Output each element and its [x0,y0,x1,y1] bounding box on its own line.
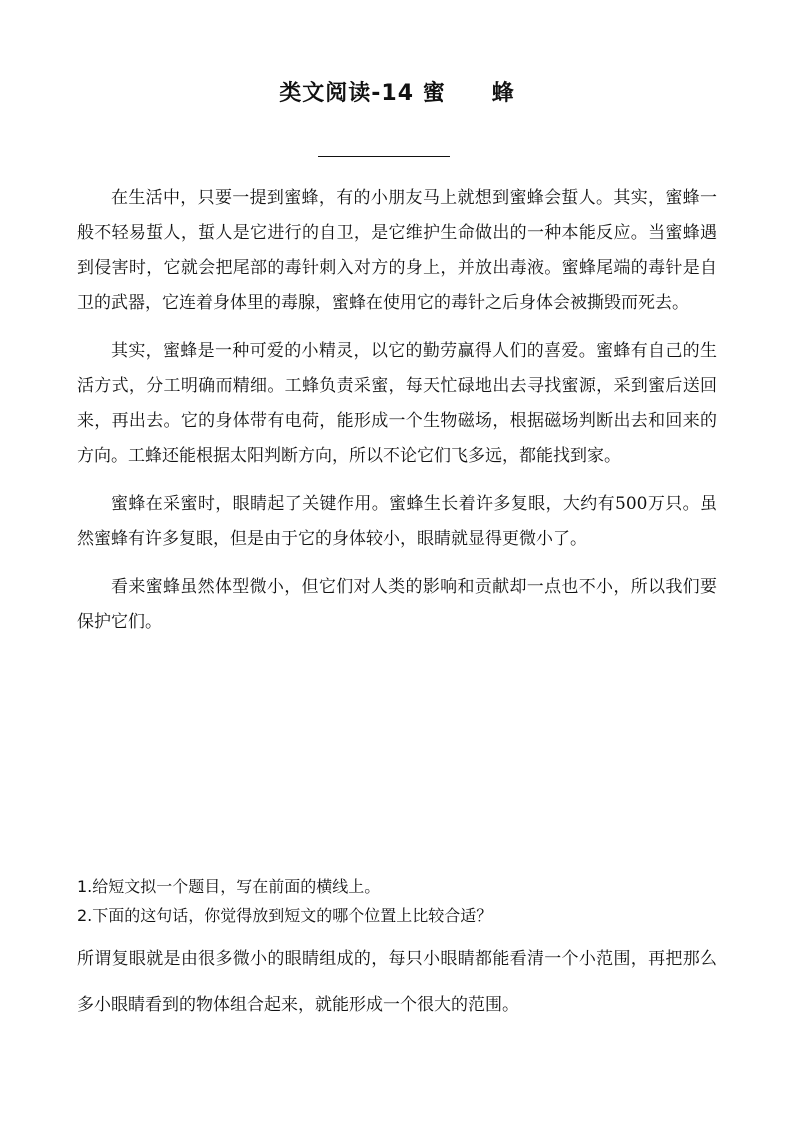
questions-section [77,872,717,1028]
essay-body [77,181,717,653]
essay-paragraph-3: 蜜蜂在采蜜时，眼睛起了关键作用。蜜蜂生长着许多复眼，大约有500万只。虽然蜜蜂有许多复眼，但是由于它的身体较小，眼睛就显得更微小了。 [77,494,717,549]
question-2-sentence: 所谓复眼就是由很多微小的眼睛组成的，每只小眼睛都能看清一个小范围，再把那么多小眼睛看到的物体组合起来，就能形成一个很大的范围。 [77,949,717,1015]
essay-paragraph-1: 在生活中，只要一提到蜜蜂，有的小朋友马上就想到蜜蜂会蜇人。其实，蜜蜂一般不轻易蜇人，蜇人是它进行的自卫，是它维护生命做出的一种本能反应。当蜜蜂遇到侵害时，它就会把尾部的毒针刺入对方的身上，并放出毒液。蜜蜂尾端的毒针是自卫的武器，它连着身体里的毒腺，蜜蜂在使用它的毒针之后身体会被撕毁而死去。 [77,188,717,313]
title-answer-blank-line [318,156,450,157]
essay-paragraph-4: 看来蜜蜂虽然体型微小，但它们对人类的影响和贡献却一点也不小，所以我们要保护它们。 [77,577,717,632]
question-2: 2.下面的这句话，你觉得放到短文的哪个位置上比较合适？ [77,906,493,925]
essay-paragraph-2: 其实，蜜蜂是一种可爱的小精灵，以它的勤劳赢得人们的喜爱。蜜蜂有自己的生活方式，分工明确而精细。工蜂负责采蜜，每天忙碌地出去寻找蜜源，采到蜜后送回来，再出去。它的身体带有电荷，能形成一个生物磁场，根据磁场判断出去和回来的方向。工蜂还能根据太阳判断方向，所以不论它们飞多远，都能找到家。 [77,341,717,466]
document-title: 类文阅读-14 蜜 蜂 [279,81,515,106]
question-1: 1.给短文拟一个题目，写在前面的横线上。 [77,877,381,896]
